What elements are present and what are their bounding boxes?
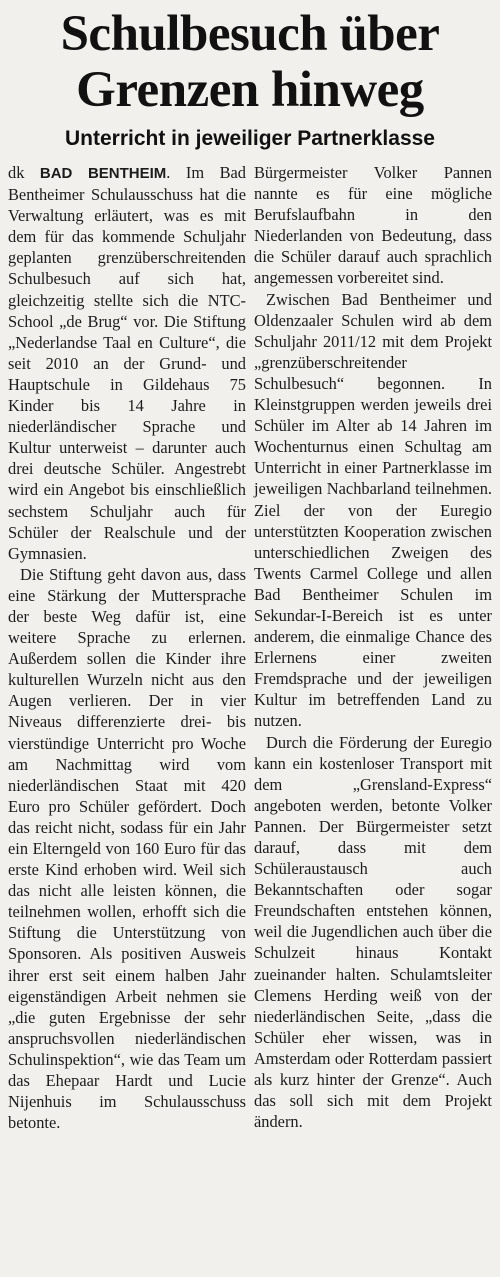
article-paragraph — [8, 162, 246, 564]
author-initials: dk — [8, 163, 25, 182]
article-paragraph: Durch die Förderung der Euregio kann ein kostenloser Transport mit dem „Grensland-Express“ angeboten werden, betonte Volker Pannen. Der Bürgermeister setzt darauf, dass mit dem Schüleraustausch auch Bekanntschaften oder sogar Freundschaften entstehen können, weil die Jugendlichen auch über die Schulzeit hinaus Kontakt zueinander halten. Schulamtsleiter Clemens Herding weiß von der niederländischen Seite, „dass die Schüler eher wissen, was in Amsterdam oder Rotterdam passiert als kurz hinter der Grenze“. Auch das soll sich mit dem Projekt ändern. — [254, 732, 492, 1132]
article-body — [8, 162, 492, 1133]
paragraph-text: . Im Bad Bentheimer Schulausschuss hat die Verwaltung erläutert, was es mit dem für das kommende Schuljahr geplanten grenzüberschreitenden Schulbesuch auf sich hat, gleichzeitig stellte sich die NTC-School „de Brug“ vor. Die Stiftung „Nederlandse Taal en Culture“, die seit 2010 an der Grund- und Hauptschule in Gildehaus 75 Kinder bis 14 Jahre in niederländischer Sprache und Kultur unterweist – darunter auch drei deutsche Schüler. Angestrebt wird ein Angebot bis einschließlich sechstem Schuljahr auch für Schüler der Realschule und der Gymnasien. — [8, 163, 246, 563]
dateline: BAD BENTHEIM — [39, 165, 167, 182]
article-headline: Schulbesuch über Grenzen hinweg — [60, 6, 440, 118]
article-subheadline: Unterricht in jeweiliger Partnerklasse — [65, 127, 435, 150]
article-paragraph: Die Stiftung geht davon aus, dass eine Stärkung der Muttersprache der beste Weg dafür ist, eine weitere Sprache zu erlernen. Außerdem sollen die Kinder ihre kulturellen Wurzeln nicht aus den Augen verlieren. Der in vier Niveaus differenzierte drei- bis vierstündige Unterricht pro Woche am Nachmittag wird vom niederländischen Staat mit 420 Euro pro Schüler gefördert. Doch das reicht nicht, sodass für ein Jahr ein Elterngeld von 160 Euro für das erste Kind erhoben wird. Weil sich das nicht alle leisten können, die teilnehmen wollen, erhofft sich die Stiftung die Unterstützung von Sponsoren. Als positiven Ausweis ihrer erst seit einem halben Jahr eigenständigen Arbeit nehmen sie „die guten Ergebnisse der sehr anspruchsvollen niederländischen Schulinspektion“, wie das Team um das Ehepaar Hardt und Lucie Nijenhuis im Schulausschuss betonte. — [8, 564, 246, 1133]
article-column-right — [254, 162, 492, 1133]
article-column-left — [8, 162, 246, 1133]
article-paragraph: Zwischen Bad Bentheimer und Oldenzaaler Schulen wird ab dem Schuljahr 2011/12 mit dem Projekt „grenzüberschreitender Schulbesuch“ begonnen. In Kleinstgruppen werden jeweils drei Schüler im Alter ab 14 Jahren im Wochenturnus einen Schultag am Unterricht in einer Partnerklasse im jeweiligen Nachbarland teilnehmen. Ziel der von der Euregio unterstützten Kooperation zwischen unterschiedlichen Zweigen des Twents Carmel College und allen Bad Bentheimer Schulen im Sekundar-I-Bereich ist es unter anderem, die einmalige Chance des Erlernens einer zweiten Fremdsprache und der jeweiligen Kultur im betreffenden Land zu nutzen. — [254, 289, 492, 731]
article-paragraph: Bürgermeister Volker Pannen nannte es für eine mögliche Berufslaufbahn in den Niederlanden von Bedeutung, dass die Schüler darauf auch sprachlich angemessen vorbereitet sind. — [254, 163, 492, 288]
